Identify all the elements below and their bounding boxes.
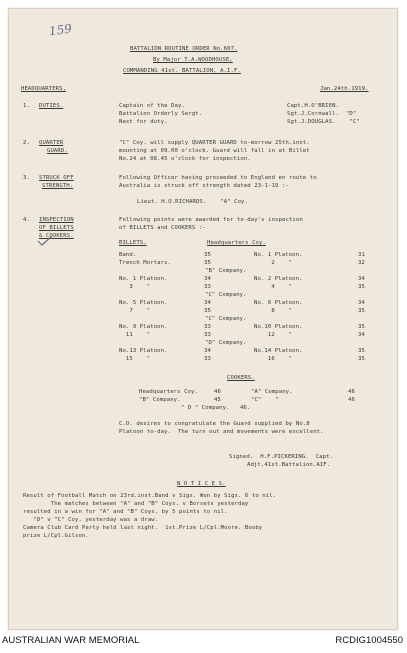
section-3-heading: STRENGTH. [42,183,74,189]
cooker-score: 46 [348,397,355,403]
duty-line-label: Next for duty. [119,119,168,125]
billet-score: 35 [358,324,365,330]
section-3-heading: STRUCK OFF [39,175,74,181]
duty-line-label: Battalion Orderly Sergt. [119,111,203,117]
cookers-label: COOKERS. [227,375,255,381]
billet-cell: 2 " [254,260,293,266]
notice-line: Result of Football Match on 23rd.inst.Band v Sigs. Won by Sigs. 6 to nil. [23,493,277,499]
duty-line-value: Capt.H.O'BRIEN. [287,103,340,109]
notice-line: "D" v "C" Coy. yesterday was a draw. [23,517,159,523]
body-line: Platoon to-day. The turn out and movements were excellent. [119,429,324,435]
billet-score: 33 [204,332,211,338]
billet-cell: No. 9 Platoon. [119,324,168,330]
billet-cell: Band. [119,252,137,258]
billet-score: 34 [204,348,211,354]
billet-score: 35 [358,284,365,290]
cooker-cell: "B" Company. [139,397,181,403]
section-4-heading: OF BILLETS [39,225,74,231]
company-subheading: "B" Company. [205,268,247,274]
duty-line-value: Sgt.J.DOUGLAS. "C" [287,119,360,125]
billet-cell: 12 " [254,332,293,338]
billet-cell: No. 6 Platoon. [254,300,303,306]
billet-score: 35 [204,308,211,314]
section-4-heading: INSPECTION [39,217,74,223]
billets-label: BILLETS. [119,240,147,246]
cooker-cell: "C" " [251,397,279,403]
billet-score: 34 [204,276,211,282]
billet-score: 35 [204,260,211,266]
notices-heading: N O T I C E S. [177,481,226,487]
hq-label: HEADQUARTERS, [21,86,67,92]
company-subheading: "C" Company. [205,292,247,298]
body-line: Australia is struck off strength dated 23-1-19 :- [119,183,289,189]
document-page [8,8,398,630]
body-line: of BILLETS and COOKERS :- [119,225,206,231]
hq-coy-label: Headquarters Coy. [207,240,266,246]
footer-record-id: RCDIG1004550 [335,635,403,646]
billet-cell: No. 1 Platoon. [254,252,303,258]
notice-line: Camera Club Card Party held last night. 1st.Prize L/Cpl.Moore. Booby [23,525,263,531]
section-4-number: 4. [23,217,30,223]
billet-cell: 7 " [119,308,151,314]
billet-score: 34 [358,276,365,282]
body-line: mounting at 09.00 o'clock. Guard will fall in at Billet [119,148,310,154]
duty-line-label: Captain of the Day. [119,103,185,109]
order-date: Jan.24th.1919. [320,86,369,92]
struck-off-officer: Lieut. H.O.RICHARDS. "A" Coy. [137,199,248,205]
body-line: "C" Coy. will supply QUARTER GUARD to-morrow 25th.inst. [119,140,310,146]
handwritten-tick-mark [37,235,53,250]
body-line: C.O. desires to congratulate the Guard supplied by No.8 [119,421,310,427]
section-2-heading: QUARTER [39,140,64,146]
billet-cell: No. 5 Platoon. [119,300,168,306]
section-3-number: 3. [23,175,30,181]
handwritten-page-number: 159 [48,21,73,39]
billet-score: 33 [204,284,211,290]
billet-cell: Trench Mortars. [119,260,172,266]
notice-line: prize L/Cpl.Gilson. [23,533,89,539]
company-subheading: "D" Company. [205,340,247,346]
notice-line: The matches between "A" and "B" Coys. v Borsets yesterday [23,501,249,507]
section-1-number: 1. [23,103,30,109]
order-title: BATTALION ROUTINE ORDER No.607. [130,46,238,52]
billet-score: 32 [358,260,365,266]
billet-cell: No.13 Platoon. [119,348,168,354]
billet-cell: 4 " [254,284,293,290]
billet-cell: 8 " [254,308,293,314]
billet-cell: 16 " [254,356,293,362]
company-subheading: "C" Company. [205,316,247,322]
billet-score: 35 [358,308,365,314]
billet-score: 34 [358,332,365,338]
footer-institution: AUSTRALIAN WAR MEMORIAL [2,635,140,646]
section-1-heading: DUTIES. [39,103,64,109]
billet-cell: 3 " [119,284,151,290]
d-company-cooker-line: " D " Company. 46. [181,405,251,411]
billet-cell: No.10 Platoon. [254,324,303,330]
billet-cell: 15 " [119,356,151,362]
billet-score: 35 [204,252,211,258]
section-2-number: 2. [23,140,30,146]
body-line: Following Officer having proceeded to England en route to [119,175,317,181]
order-byline: By Major T.A.WOODHOUSE, [153,57,233,63]
billet-score: 35 [358,348,365,354]
section-4-heading: & COOKERS. [39,233,74,239]
billet-score: 33 [204,356,211,362]
billet-score: 33 [204,324,211,330]
cooker-cell: "A" Company. [251,389,293,395]
notice-line: resulted in a win for "A" and "B" Coys. by 5 points to nil. [23,509,228,515]
cooker-score: 46 [348,389,355,395]
billet-score: 35 [358,356,365,362]
cooker-score: 46 [214,389,221,395]
billet-cell: 11 " [119,332,151,338]
billet-cell: No.14 Platoon. [254,348,303,354]
billet-score: 31 [358,252,365,258]
billet-cell: No. 2 Platoon. [254,276,303,282]
billet-cell: No. 1 Platoon. [119,276,168,282]
cooker-score: 45 [214,397,221,403]
duty-line-value: Sgt.J.Cornwall. "D" [287,111,357,117]
body-line: No.24 at 08.45 o'clock for inspection. [119,156,251,162]
billet-score: 34 [204,300,211,306]
signature-name: Signed. H.F.PICKERING. Capt. [229,454,334,460]
body-line: Following points were awarded for to-day's inspection [119,217,303,223]
cooker-cell: Headquarters Coy. [139,389,198,395]
signature-title: Adjt.41st.Battalion.AIF. [247,462,331,468]
billet-score: 34 [358,300,365,306]
section-2-heading: GUARD. [47,148,68,154]
order-command: COMMANDING 41st. BATTALION, A.I.F. [123,68,241,74]
